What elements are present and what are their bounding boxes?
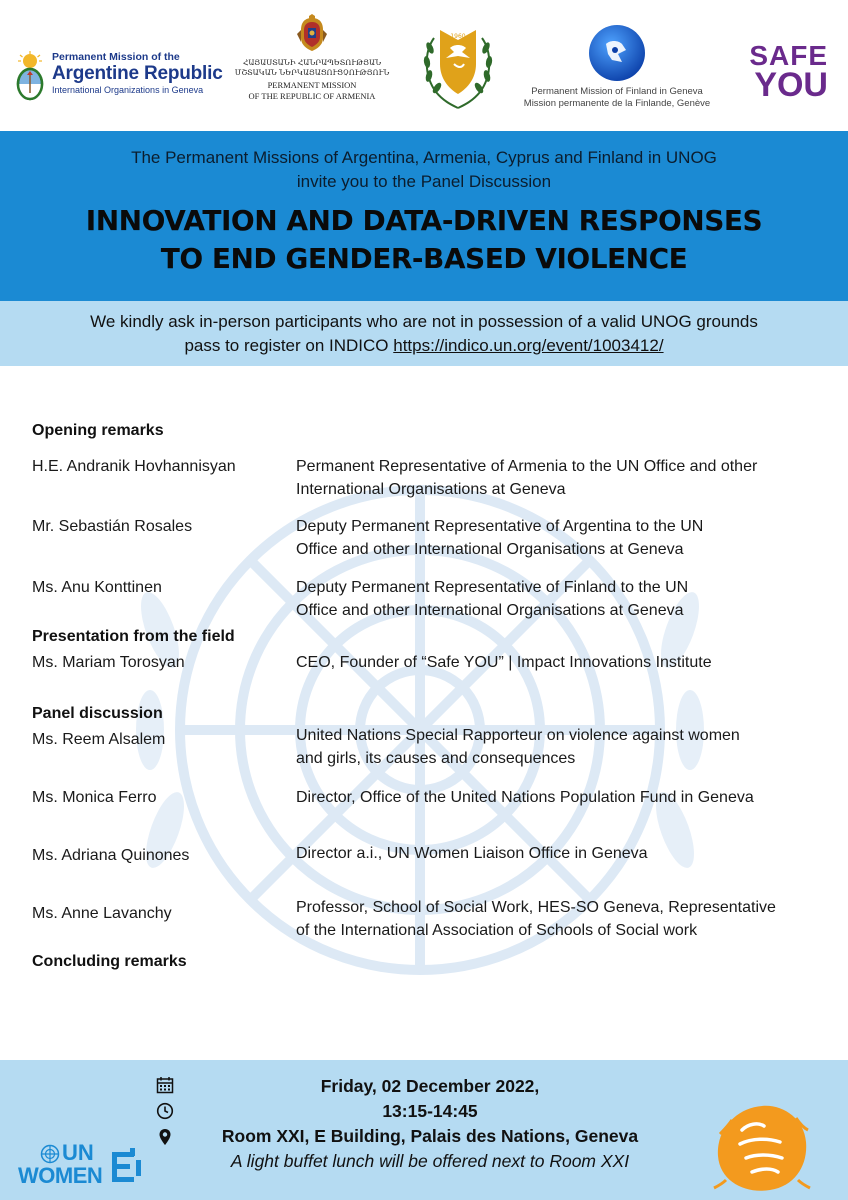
cyprus-coat-of-arms-icon <box>418 18 498 113</box>
event-date: Friday, 02 December 2022, <box>320 1076 540 1096</box>
section-heading-field: Presentation from the field <box>32 628 235 645</box>
invitation-line1: The Permanent Missions of Argentina, Armenia, Cyprus and Finland in UNOG <box>131 148 717 167</box>
safe-you-logo-line1: SAFE <box>749 40 828 71</box>
armenia-logo-line4: OF THE REPUBLIC OF ARMENIA <box>248 91 376 101</box>
armenia-mission-logo <box>232 14 392 114</box>
armenia-logo-line2: ՄՇՏԱԿԱՆ ՆԵՐԿԱՅԱՑՈՒՑՉՈՒԹՅՈՒՆ <box>234 68 390 77</box>
speaker-role-line2: Office and other International Organisations at Geneva <box>296 602 684 619</box>
speaker-role-line2: International Organisations at Geneva <box>296 481 566 498</box>
armenia-coat-of-arms-icon <box>295 14 329 54</box>
section-heading-concluding: Concluding remarks <box>32 953 187 970</box>
section-heading-panel: Panel discussion <box>32 705 163 722</box>
safe-you-logo-line2: YOU <box>754 66 828 104</box>
speaker-name: Ms. Mariam Torosyan <box>32 654 185 671</box>
speaker-role-line1: Deputy Permanent Representative of Finland to the UN <box>296 579 689 596</box>
calendar-icon <box>156 1076 174 1094</box>
orange-the-world-logo-icon <box>712 1100 812 1196</box>
un-women-logo-un: UN <box>62 1140 94 1165</box>
speaker-name: Ms. Reem Alsalem <box>32 731 166 748</box>
speaker-name: H.E. Andranik Hovhannisyan <box>32 458 236 475</box>
un-women-logo <box>18 1142 148 1192</box>
un-women-logo-women: WOMEN <box>18 1163 103 1188</box>
argentina-logo-line2: Argentine Republic <box>52 63 223 84</box>
speaker-role <box>296 455 824 501</box>
finland-mission-logo <box>512 24 722 114</box>
indico-registration-link[interactable]: https://indico.un.org/event/1003412/ <box>393 336 664 355</box>
argentina-logo-line1: Permanent Mission of the <box>52 51 180 63</box>
speaker-role-line1: United Nations Special Rapporteur on violence against women <box>296 727 740 744</box>
argentina-coat-of-arms-icon <box>12 51 48 103</box>
speaker-role-line1: Permanent Representative of Armenia to the UN Office and other <box>296 458 758 475</box>
logo-bar <box>0 0 848 131</box>
safe-you-logo <box>724 42 828 102</box>
speaker-role-line1: Director, Office of the United Nations Population Fund in Geneva <box>296 789 754 806</box>
event-title <box>0 202 848 278</box>
un-women-equality-icon <box>108 1146 144 1186</box>
registration-notice <box>0 301 848 366</box>
location-pin-icon <box>156 1128 174 1146</box>
invitation-line2: invite you to the Panel Discussion <box>296 172 552 191</box>
speaker-role <box>296 576 824 622</box>
clock-icon <box>156 1102 174 1120</box>
un-globe-icon <box>40 1144 60 1164</box>
registration-line2 <box>0 334 848 358</box>
registration-line1: We kindly ask in-person participants who are not in possession of a valid UNOG grounds <box>90 312 758 331</box>
speaker-role-line1: Director a.i., UN Women Liaison Office in Geneva <box>296 845 648 862</box>
event-logistics <box>190 1074 670 1174</box>
speaker-role <box>296 842 824 865</box>
event-title-line2: TO END GENDER-BASED VIOLENCE <box>160 242 688 275</box>
speaker-name: Ms. Anu Konttinen <box>32 579 162 596</box>
registration-line2-prefix: pass to register on INDICO <box>184 336 394 355</box>
argentina-mission-logo <box>12 47 252 107</box>
speaker-role <box>296 786 824 809</box>
speaker-role <box>296 896 824 942</box>
event-details-footer <box>0 1060 848 1200</box>
speaker-role <box>296 651 824 674</box>
buffet-note: A light buffet lunch will be offered next to Room XXI <box>230 1151 630 1171</box>
speaker-role-line2: Office and other International Organisations at Geneva <box>296 541 684 558</box>
speaker-name: Mr. Sebastián Rosales <box>32 518 193 535</box>
event-title-line1: INNOVATION AND DATA-DRIVEN RESPONSES <box>85 204 763 237</box>
finland-logo-line2: Mission permanente de la Finlande, Genève <box>523 98 711 109</box>
speaker-role <box>296 724 824 770</box>
speaker-role-line1: Professor, School of Social Work, HES-SO Geneva, Representative <box>296 899 776 916</box>
speaker-name: Ms. Monica Ferro <box>32 789 157 806</box>
argentina-logo-line3: International Organizations in Geneva <box>52 85 204 95</box>
speaker-role-line2: of the International Association of Schools of Social work <box>296 922 698 939</box>
speaker-role <box>296 515 824 561</box>
speaker-name: Ms. Adriana Quinones <box>32 847 190 864</box>
finland-globe-icon <box>588 24 646 82</box>
speaker-role-line1: CEO, Founder of “Safe YOU” | Impact Innovations Institute <box>296 654 712 671</box>
speaker-name: Ms. Anne Lavanchy <box>32 905 172 922</box>
event-time: 13:15-14:45 <box>382 1101 478 1121</box>
event-venue: Room XXI, E Building, Palais des Nations, Geneva <box>221 1126 639 1146</box>
armenia-logo-line3: PERMANENT MISSION <box>267 80 357 90</box>
armenia-logo-line1: ՀԱՅԱՍՏԱՆԻ ՀԱՆՐԱՊԵՏՈՒԹՅԱՆ <box>242 58 382 67</box>
speaker-role-line1: Deputy Permanent Representative of Argentina to the UN <box>296 518 704 535</box>
header-banner <box>0 131 848 301</box>
finland-logo-line1: Permanent Mission of Finland in Geneva <box>531 86 703 97</box>
svg-text:1960: 1960 <box>450 33 466 40</box>
section-heading-opening: Opening remarks <box>32 422 164 439</box>
speaker-role-line2: and girls, its causes and consequences <box>296 750 576 767</box>
